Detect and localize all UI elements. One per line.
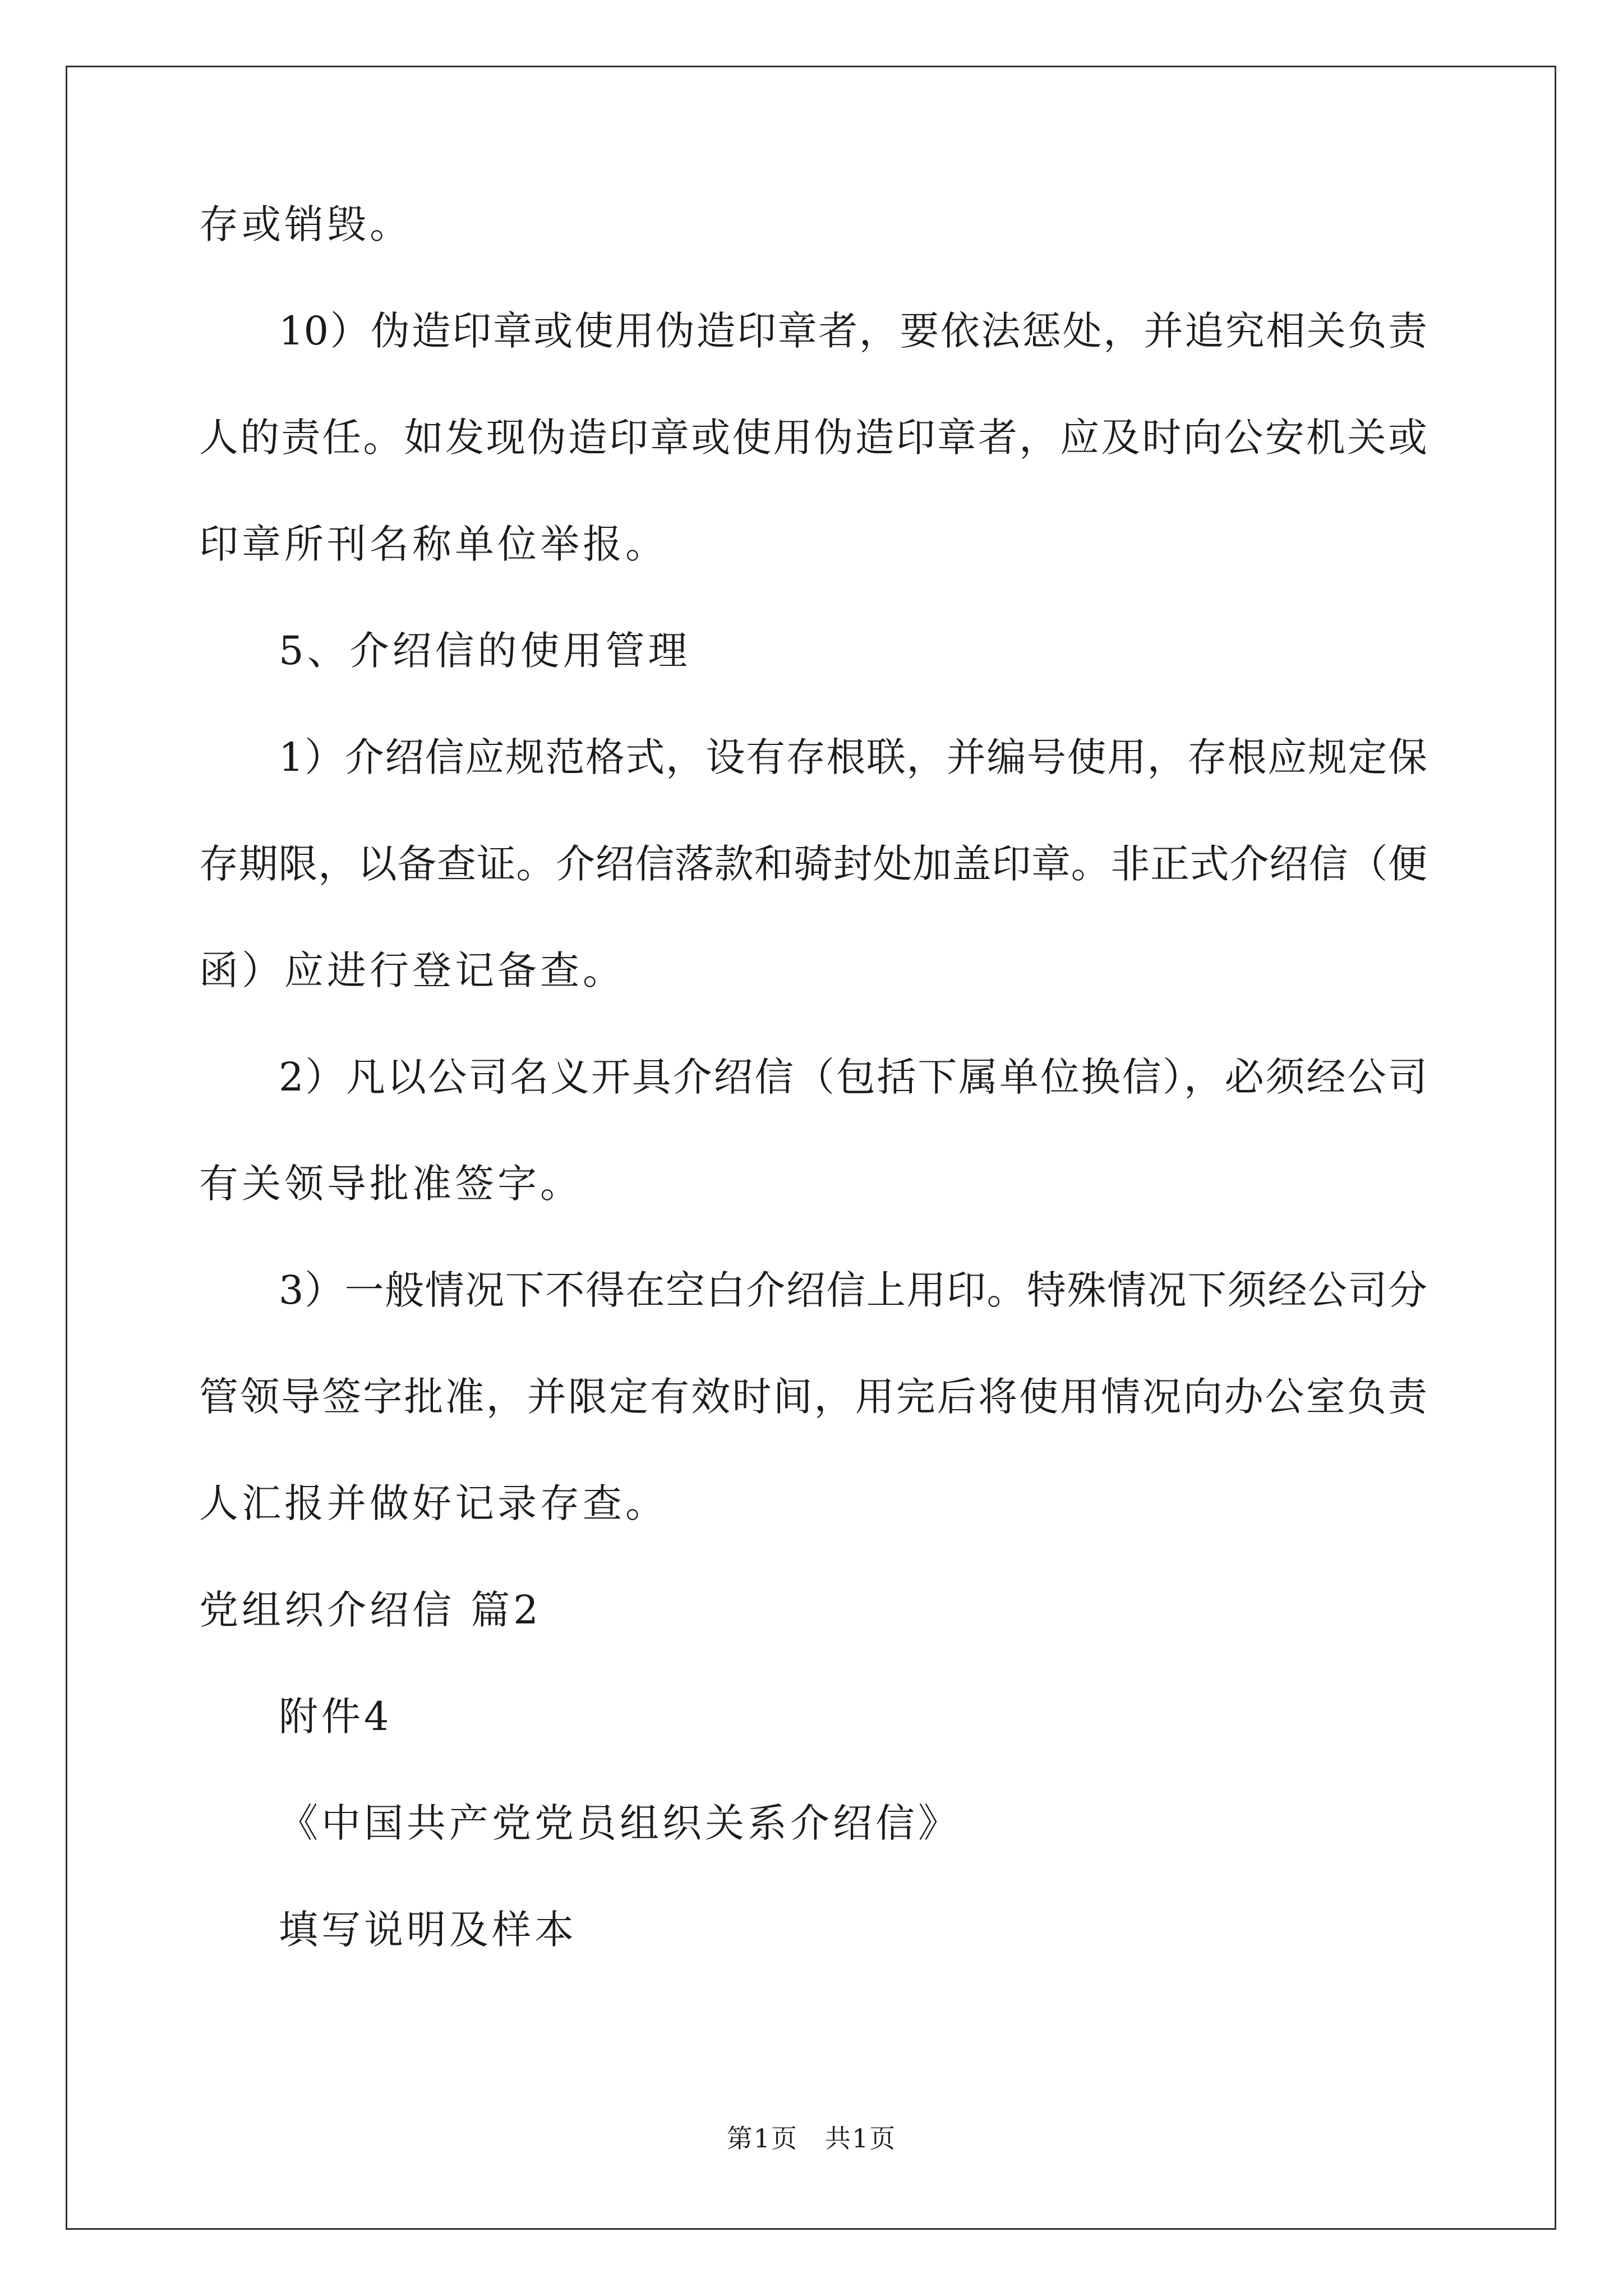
attachment-title: 《中国共产党党员组织关系介绍信》 [279,1800,961,1846]
text-line: 2）凡以公司名义开具介绍信（包括下属单位换信），必须经公司 [279,1054,1427,1100]
text-line: 函）应进行登记备查。 [199,947,625,993]
text-line: 存期限，以备查证。介绍信落款和骑封处加盖印章。非正式介绍信（便 [199,841,1427,887]
text-line: 3）一般情况下不得在空白介绍信上用印。特殊情况下须经公司分 [279,1267,1427,1313]
section-heading: 5、介绍信的使用管理 [279,628,691,674]
page-number: 第1页 共1页 [726,2123,897,2154]
attachment-subtitle: 填写说明及样本 [279,1907,577,1953]
text-line: 1）介绍信应规范格式，设有存根联，并编号使用，存根应规定保 [279,734,1427,780]
text-line: 存或销毁。 [199,201,412,247]
text-line: 人汇报并做好记录存查。 [199,1480,668,1526]
text-line: 10）伪造印章或使用伪造印章者，要依法惩处，并追究相关负责 [279,308,1427,354]
text-line: 有关领导批准签字。 [199,1161,583,1207]
text-line: 人的责任。如发现伪造印章或使用伪造印章者，应及时向公安机关或 [199,415,1427,461]
article-title: 党组织介绍信 篇2 [199,1587,542,1633]
text-line: 印章所刊名称单位举报。 [199,521,668,567]
text-line: 管领导签字批准，并限定有效时间，用完后将使用情况向办公室负责 [199,1374,1427,1420]
attachment-label: 附件4 [279,1694,393,1740]
